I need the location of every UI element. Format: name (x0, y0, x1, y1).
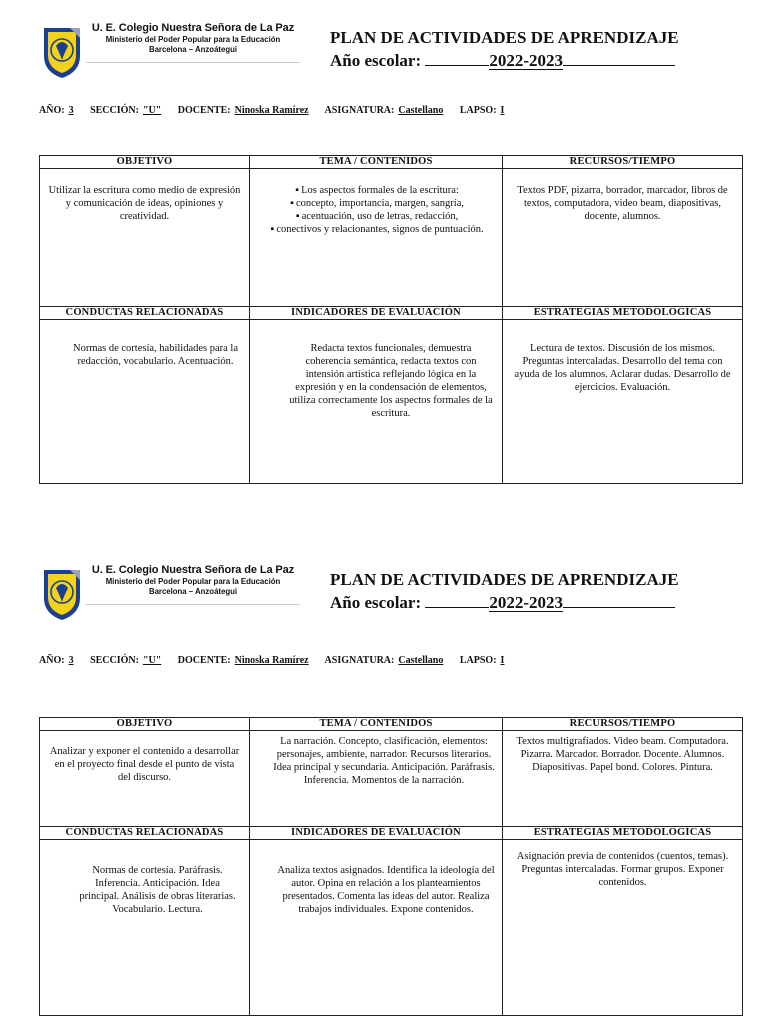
plan-header (0, 564, 768, 644)
docente-label: DOCENTE: (177, 105, 231, 116)
school-year (330, 593, 675, 613)
list-item: ▪ Los aspectos formales de la escritura: (295, 185, 459, 196)
table-row (40, 169, 743, 307)
cell-objetivo (40, 169, 250, 307)
conductas-text: Normas de cortesía, habilidades para la redacción, vocabulario. Acentuación. (72, 343, 239, 367)
header-objetivo: OBJETIVO (40, 156, 250, 169)
tema-item-text: conectivos y relacionantes, signos de puntuación. (276, 224, 484, 235)
school-info (86, 564, 300, 597)
tema-item-text: acentuación, uso de letras, redacción, (301, 211, 459, 222)
list-item: ▪ acentuación, uso de letras, redacción, (295, 211, 459, 222)
school-year-label: Año escolar: (330, 593, 422, 612)
docente-label: DOCENTE: (177, 655, 231, 666)
seccion-label: SECCIÓN: (90, 105, 139, 116)
cell-recursos (503, 169, 743, 307)
ano-label: AÑO: (39, 105, 65, 116)
cell-estrategias (503, 840, 743, 1016)
tema-item-text: concepto, importancia, margen, sangría, (295, 198, 465, 209)
header-recursos: RECURSOS/TIEMPO (503, 718, 743, 731)
header-recursos: RECURSOS/TIEMPO (503, 156, 743, 169)
school-ministry: Ministerio del Poder Popular para la Educación (105, 35, 281, 44)
estrategias-text: Asignación previa de contenidos (cuentos, temas). Preguntas intercaladas. Formar grupos. Exponer contenidos. (516, 851, 729, 888)
header-divider (86, 604, 300, 605)
school-year (330, 51, 675, 71)
ano-value: 3 (68, 655, 74, 666)
list-item: ▪ concepto, importancia, margen, sangría, (290, 198, 465, 209)
conductas-text: Normas de cortesía. Paráfrasis. Inferencia. Anticipación. Idea principal. Análisis de obras literarias. Vocabulario. Lectura. (79, 865, 236, 915)
asignatura-value: Castellano (398, 655, 444, 666)
header-tema: TEMA / CONTENIDOS (250, 718, 503, 731)
header-estrategias: ESTRATEGIAS METODOLOGÍCAS (503, 307, 743, 320)
docente-value: Ninoska Ramírez (234, 105, 309, 116)
school-crest-logo (40, 24, 84, 80)
asignatura-label: ASIGNATURA: (324, 105, 395, 116)
year-blank-left (425, 607, 489, 608)
recursos-text: Textos multigrafiados. Video beam. Computadora. Pizarra. Marcador. Borrador. Docente. Alumnos. Diapositivas. Papel bond. Colores. Pintura. (516, 736, 729, 773)
objetivo-text: Analizar y exponer el contenido a desarrollar en el proyecto final desde el punto de vista del discurso. (49, 746, 240, 783)
cell-indicadores (250, 840, 503, 1016)
table-row (40, 731, 743, 827)
header-divider (86, 62, 300, 63)
header-estrategias: ESTRATEGIAS METODOLOGÍCAS (503, 827, 743, 840)
cell-tema (250, 731, 503, 827)
table-header-row (40, 718, 743, 731)
plan-title: PLAN DE ACTIVIDADES DE APRENDIZAJE (330, 28, 679, 47)
table-row (40, 840, 743, 1016)
seccion-value: "U" (142, 655, 162, 666)
table-row (40, 320, 743, 484)
header-indicadores: INDICADORES DE EVALUACIÓN (250, 827, 503, 840)
recursos-text: Textos PDF, pizarra, borrador, marcador, libros de textos, computadora, video beam, diapositivas, docente, alumnos. (517, 185, 728, 222)
asignatura-value: Castellano (398, 105, 444, 116)
header-conductas: CONDUCTAS RELACIONADAS (40, 827, 250, 840)
course-info-row (39, 105, 518, 117)
seccion-value: "U" (142, 105, 162, 116)
asignatura-label: ASIGNATURA: (324, 655, 395, 666)
cell-indicadores (250, 320, 503, 484)
indicadores-text: Redacta textos funcionales, demuestra coherencia semántica, redacta textos con intensión artística reflejando lógica en la expresión y en la condensación de elementos, utiliza correctamente los aspectos formales de la escritura. (289, 343, 493, 419)
header-indicadores: INDICADORES DE EVALUACIÓN (250, 307, 503, 320)
cell-tema (250, 169, 503, 307)
plan-table (39, 155, 743, 484)
ano-label: AÑO: (39, 655, 65, 666)
list-item: ▪ conectivos y relacionantes, signos de puntuación. (270, 224, 484, 235)
cell-conductas (40, 840, 250, 1016)
lapso-label: LAPSO: (459, 655, 497, 666)
school-year-value: 2022-2023 (489, 593, 564, 612)
school-location: Barcelona – Anzoátegui (148, 45, 238, 54)
header-objetivo: OBJETIVO (40, 718, 250, 731)
lapso-value: I (500, 105, 505, 116)
seccion-label: SECCIÓN: (90, 655, 139, 666)
table-header-row (40, 827, 743, 840)
header-conductas: CONDUCTAS RELACIONADAS (40, 307, 250, 320)
cell-recursos (503, 731, 743, 827)
plan-table (39, 717, 743, 1016)
tema-list (250, 169, 502, 236)
tema-text: La narración. Concepto, clasificación, elementos: personajes, ambiente, narrador. Recursos literarios. Idea principal y secundaria. Anticipación. Paráfrasis. Inferencia. Momentos de la narración. (273, 736, 495, 786)
objetivo-text: Utilizar la escritura como medio de expresión y comunicación de ideas, opiniones y creatividad. (48, 185, 241, 222)
plan-title: PLAN DE ACTIVIDADES DE APRENDIZAJE (330, 570, 679, 589)
school-name: U. E. Colegio Nuestra Señora de La Paz (91, 22, 295, 34)
course-info-row (39, 655, 518, 667)
school-year-value: 2022-2023 (489, 51, 564, 70)
plan-header (0, 22, 768, 102)
year-blank-left (425, 65, 489, 66)
school-crest-logo (40, 566, 84, 622)
docente-value: Ninoska Ramírez (234, 655, 309, 666)
header-tema: TEMA / CONTENIDOS (250, 156, 503, 169)
school-ministry: Ministerio del Poder Popular para la Educación (105, 577, 281, 586)
school-name: U. E. Colegio Nuestra Señora de La Paz (91, 564, 295, 576)
year-blank-right (563, 65, 675, 66)
year-blank-right (563, 607, 675, 608)
cell-conductas (40, 320, 250, 484)
indicadores-text: Analiza textos asignados. Identifica la ideología del autor. Opina en relación a los planteamientos presentados. Comenta las ideas del autor. Realiza trabajos individuales. Expone contenidos. (277, 865, 495, 915)
table-header-row (40, 307, 743, 320)
school-info (86, 22, 300, 55)
cell-objetivo (40, 731, 250, 827)
table-header-row (40, 156, 743, 169)
school-location: Barcelona – Anzoátegui (148, 587, 238, 596)
tema-item-text: Los aspectos formales de la escritura: (301, 185, 459, 196)
school-year-label: Año escolar: (330, 51, 422, 70)
lapso-value: I (500, 655, 505, 666)
lapso-label: LAPSO: (459, 105, 497, 116)
cell-estrategias (503, 320, 743, 484)
estrategias-text: Lectura de textos. Discusión de los mismos. Preguntas intercaladas. Desarrollo del tema con ayuda de los alumnos. Aclarar dudas. Desarrollo de ejercicios. Evaluación. (514, 343, 731, 393)
ano-value: 3 (68, 105, 74, 116)
